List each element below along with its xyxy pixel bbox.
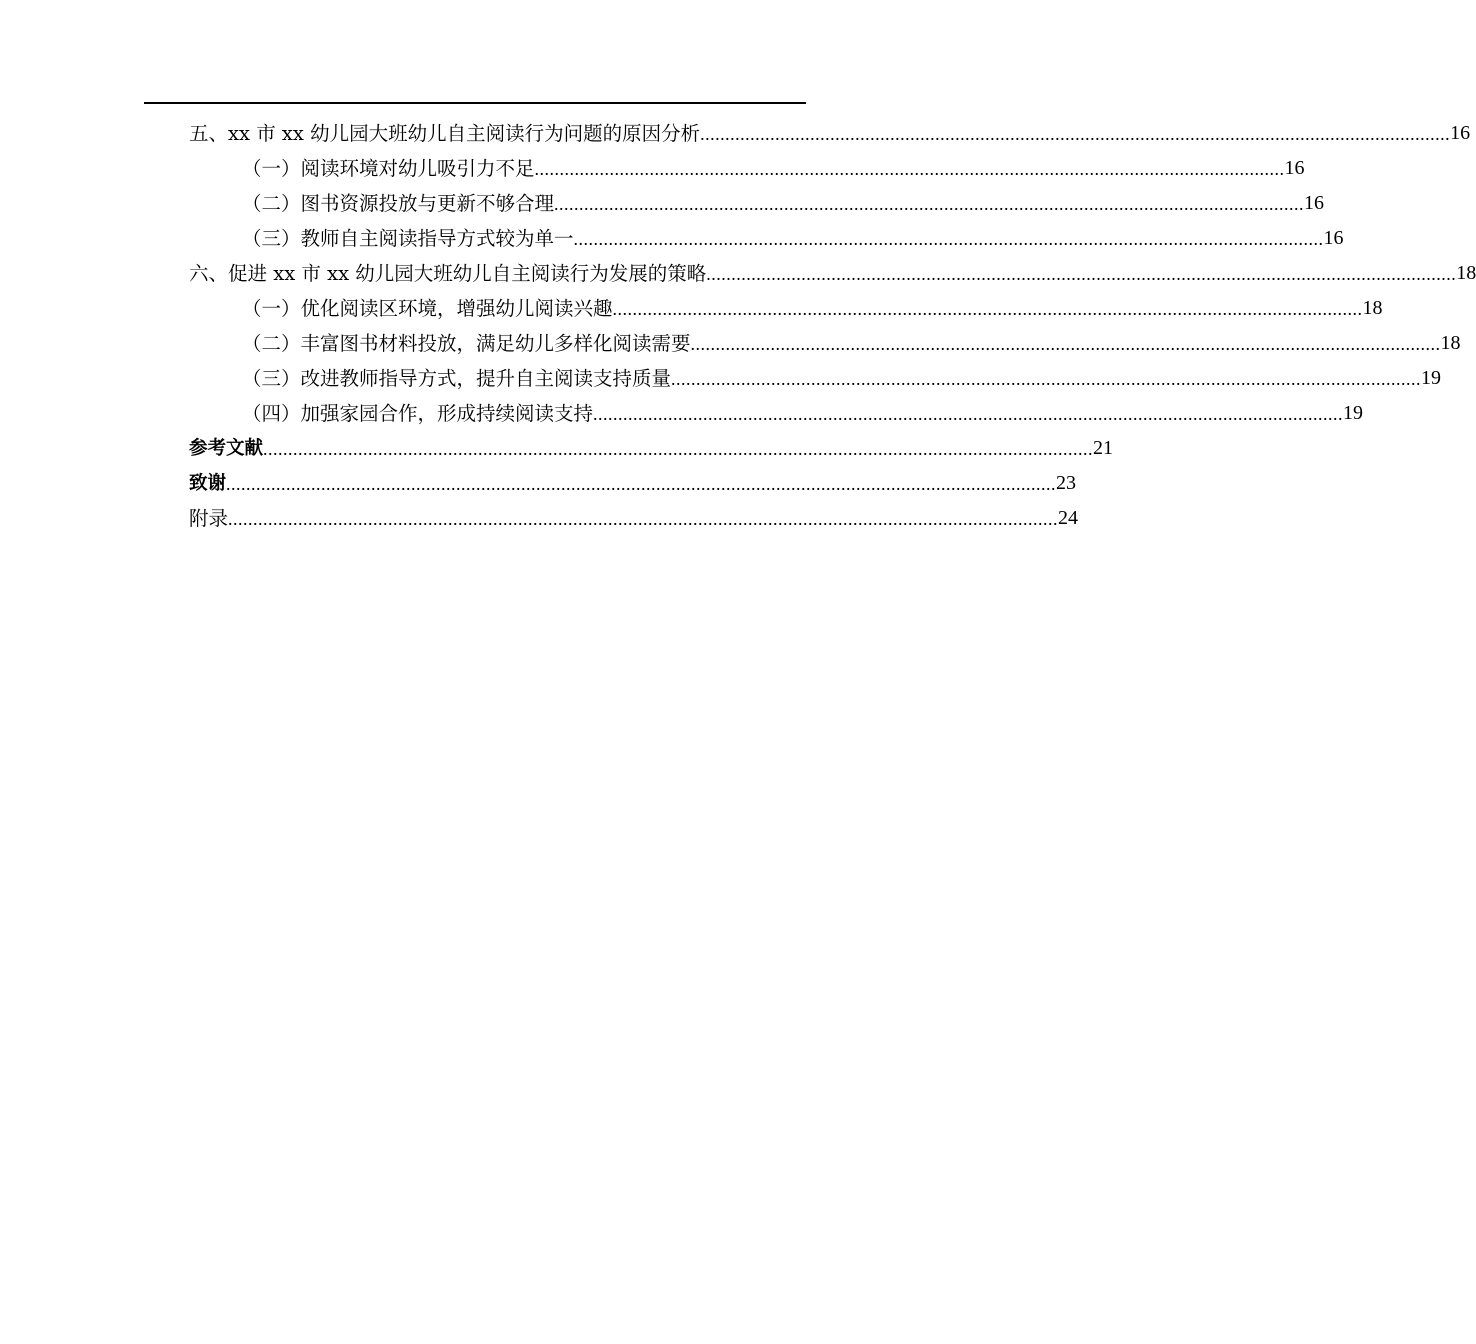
toc-leader-dots: ...................................................................................................................................................... bbox=[534, 159, 1285, 179]
toc-entry-page: 18 bbox=[1456, 262, 1476, 284]
toc-leader-dots: ...................................................................................................................................................... bbox=[573, 229, 1324, 249]
toc-entry-title: （四）加强家园合作，形成持续阅读支持 bbox=[242, 402, 594, 425]
toc-entry-title: 六、促进 xx 市 xx 幼儿园大班幼儿自主阅读行为发展的策略 bbox=[189, 262, 707, 285]
toc-entry-references[interactable] bbox=[189, 431, 1114, 466]
toc-entry-page: 23 bbox=[1056, 472, 1077, 494]
toc-leader-dots: ...................................................................................................................................................................... bbox=[228, 509, 1059, 529]
toc-entry-title: （三）教师自主阅读指导方式较为单一 bbox=[242, 227, 574, 250]
toc-entry-page: 16 bbox=[1323, 227, 1344, 249]
toc-entry-acknowledgements[interactable] bbox=[189, 466, 1077, 501]
toc-leader-dots: ...................................................................................................................................................... bbox=[706, 264, 1457, 284]
toc-entry-page: 18 bbox=[1362, 297, 1383, 319]
toc-entry-page: 19 bbox=[1421, 367, 1442, 389]
toc-entry-6-1[interactable] bbox=[242, 291, 1383, 326]
toc-entry-page: 16 bbox=[1304, 192, 1325, 214]
toc-entry-page: 16 bbox=[1284, 157, 1305, 179]
toc-entry-title: 五、xx 市 xx 幼儿园大班幼儿自主阅读行为问题的原因分析 bbox=[189, 122, 701, 145]
toc-leader-dots: ...................................................................................................................................................................... bbox=[226, 474, 1057, 494]
toc-leader-dots: ...................................................................................................................................................... bbox=[593, 404, 1344, 424]
toc-leader-dots: ...................................................................................................................................................................... bbox=[263, 439, 1094, 459]
toc-entry-6-4[interactable] bbox=[242, 396, 1364, 431]
toc-entry-title: （一）优化阅读区环境，增强幼儿阅读兴趣 bbox=[242, 297, 613, 320]
toc-entry-chapter-6[interactable] bbox=[189, 256, 1476, 291]
toc-entry-6-2[interactable] bbox=[242, 326, 1461, 361]
toc-entry-5-1[interactable] bbox=[242, 151, 1305, 186]
toc-entry-title: 致谢 bbox=[189, 473, 227, 494]
toc-leader-dots: ...................................................................................................................................................... bbox=[554, 194, 1305, 214]
toc-entry-page: 24 bbox=[1058, 507, 1079, 529]
toc-entry-page: 21 bbox=[1093, 437, 1114, 459]
toc-entry-5-2[interactable] bbox=[242, 186, 1325, 221]
toc-entry-title: 参考文献 bbox=[189, 438, 264, 459]
toc-entry-5-3[interactable] bbox=[242, 221, 1344, 256]
toc-leader-dots: ...................................................................................................................................................... bbox=[612, 299, 1363, 319]
toc-entry-appendix[interactable] bbox=[189, 501, 1079, 536]
toc-entry-page: 19 bbox=[1343, 402, 1364, 424]
toc-entry-title: 附录 bbox=[189, 507, 229, 530]
toc-entry-title: （三）改进教师指导方式，提升自主阅读支持质量 bbox=[242, 367, 672, 390]
toc-leader-dots: ...................................................................................................................................................... bbox=[700, 124, 1451, 144]
toc-entry-page: 16 bbox=[1450, 122, 1471, 144]
toc-entry-title: （二）丰富图书材料投放，满足幼儿多样化阅读需要 bbox=[242, 332, 691, 355]
toc-entry-page: 18 bbox=[1440, 332, 1461, 354]
toc-entry-chapter-5[interactable] bbox=[189, 116, 1471, 151]
toc-entry-title: （一）阅读环境对幼儿吸引力不足 bbox=[242, 157, 535, 180]
toc-leader-dots: ...................................................................................................................................................... bbox=[690, 334, 1441, 354]
toc-leader-dots: ...................................................................................................................................................... bbox=[671, 369, 1422, 389]
toc-entry-6-3[interactable] bbox=[242, 361, 1442, 396]
toc-entry-title: （二）图书资源投放与更新不够合理 bbox=[242, 192, 555, 215]
header-rule bbox=[144, 102, 806, 104]
